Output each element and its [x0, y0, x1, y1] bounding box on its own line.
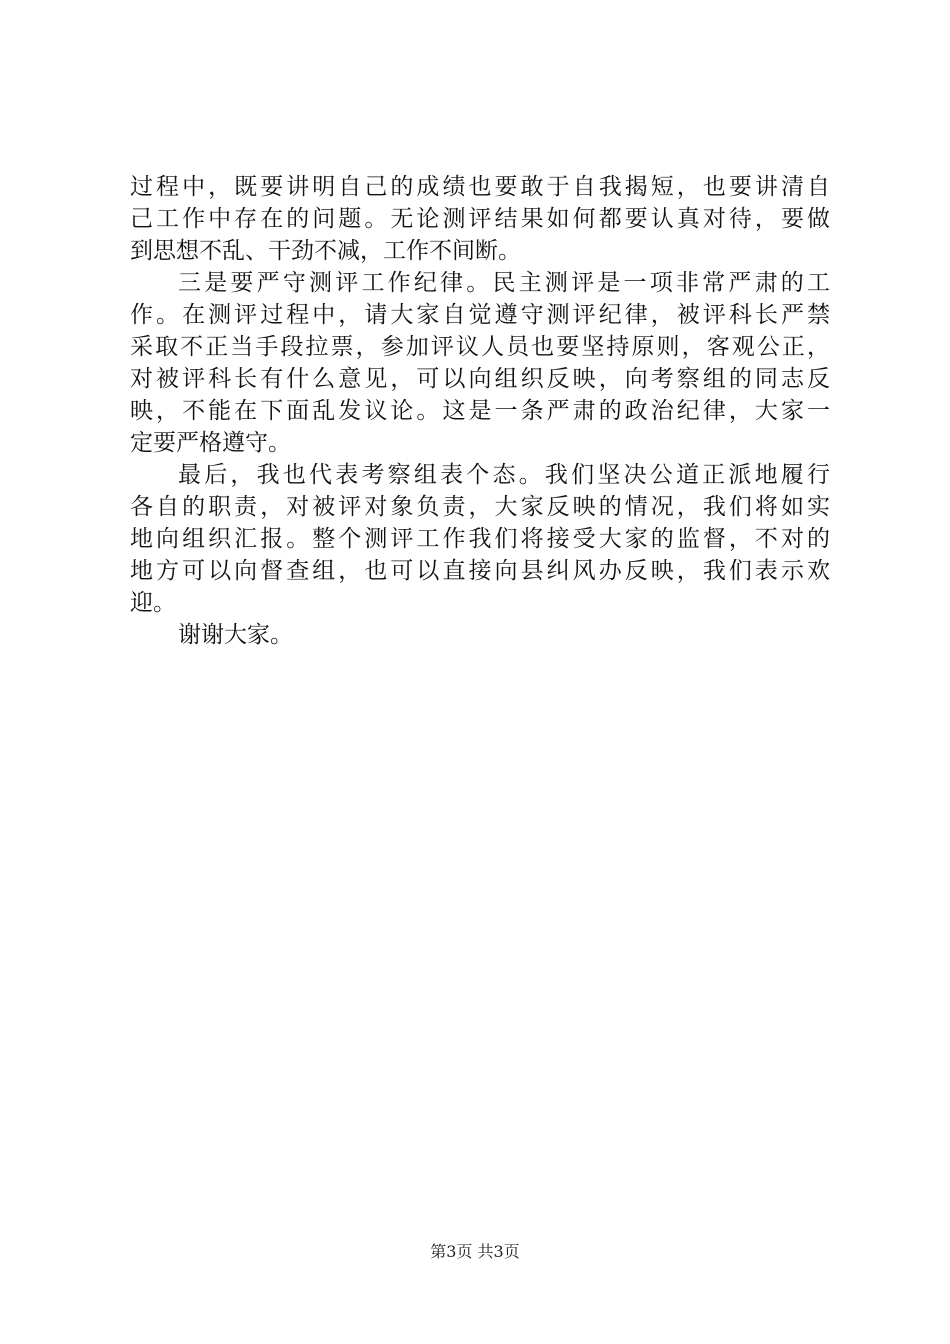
text-line: 采取不正当手段拉票，参加评议人员也要坚持原则，客观公正，: [130, 334, 830, 360]
text-line: 到思想不乱、干劲不减，工作不间断。: [130, 238, 521, 264]
text-line: 地方可以向督查组，也可以直接向县纠风办反映，我们表示欢: [130, 558, 830, 584]
text-line: 作。在测评过程中，请大家自觉遵守测评纪律，被评科长严禁: [130, 302, 830, 328]
text-line: 各自的职责，对被评对象负责，大家反映的情况，我们将如实: [130, 494, 830, 520]
text-line: 迎。: [130, 590, 176, 616]
text-line: 地向组织汇报。整个测评工作我们将接受大家的监督，不对的: [130, 526, 830, 552]
text-line: 定要严格遵守。: [130, 430, 291, 456]
paragraph-start-line: 三是要严守测评工作纪律。民主测评是一项非常严肃的工: [178, 270, 830, 296]
paragraph-start-line: 最后，我也代表考察组表个态。我们坚决公道正派地履行: [178, 462, 830, 488]
text-line: 对被评科长有什么意见，可以向组织反映，向考察组的同志反: [130, 366, 830, 392]
text-line: 过程中，既要讲明自己的成绩也要敢于自我揭短，也要讲清自: [130, 174, 830, 200]
body-text: [130, 171, 830, 651]
text-line: 己工作中存在的问题。无论测评结果如何都要认真对待，要做: [130, 206, 830, 232]
text-line: 映，不能在下面乱发议论。这是一条严肃的政治纪律，大家一: [130, 398, 830, 424]
paragraph-start-line: 谢谢大家。: [178, 622, 293, 648]
page-number-footer: 第3页 共3页: [430, 1242, 520, 1261]
